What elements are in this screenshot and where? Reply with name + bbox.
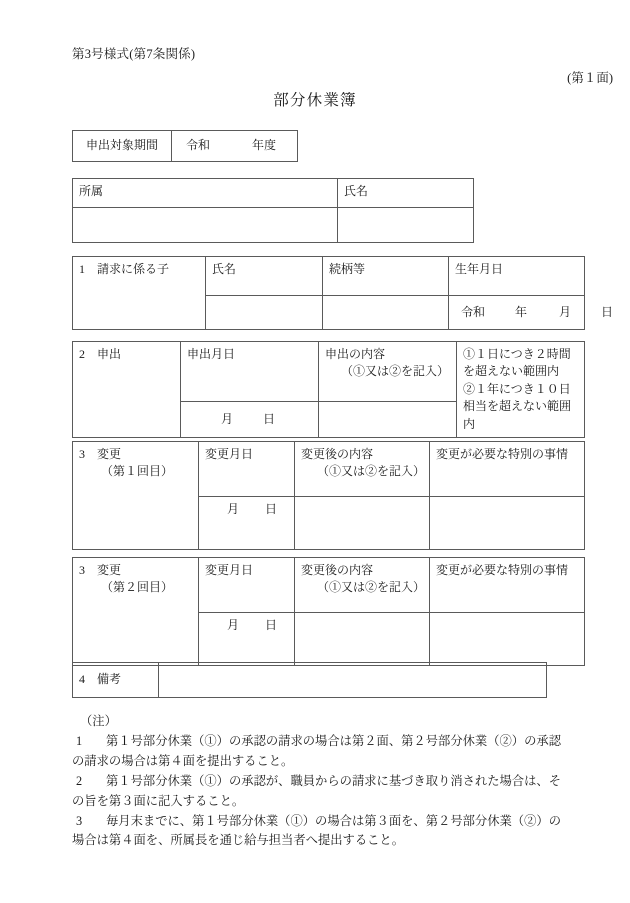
- change-content-label-1: [295, 442, 430, 497]
- application-section-label: 2 申出: [73, 342, 181, 438]
- application-day-label: 日: [263, 411, 276, 426]
- birth-era-label: 令和: [461, 304, 486, 319]
- application-table: [72, 341, 585, 438]
- change-reason-label-1: 変更が必要な特別の事情: [430, 442, 585, 497]
- child-relation-input-cell[interactable]: [323, 296, 449, 330]
- year-unit-label: 年度: [252, 138, 277, 153]
- remarks-label: 4 備考: [73, 663, 159, 698]
- table-row: [73, 257, 585, 296]
- child-name-label: 氏名: [206, 257, 323, 296]
- notes-section: [72, 712, 564, 851]
- change-month-label-2: 月: [227, 618, 240, 632]
- change-table-second: [72, 557, 585, 666]
- application-content-label: [319, 342, 457, 402]
- birth-year-label: 年: [515, 304, 528, 319]
- change-content-sublabel-2: （①又は②を記入）: [317, 580, 426, 595]
- table-row: [73, 663, 547, 698]
- notes-heading: （注）: [80, 714, 117, 728]
- birth-day-label: 日: [601, 304, 614, 319]
- change-section-text-2: 3 変更: [79, 563, 122, 577]
- change-date-label-1: 変更月日: [199, 442, 295, 497]
- application-period-value[interactable]: [172, 131, 298, 162]
- remarks-table: [72, 662, 547, 698]
- change-month-label-1: 月: [227, 502, 240, 516]
- table-row: [73, 342, 585, 402]
- change-day-label-1: 日: [265, 502, 278, 516]
- application-condition-2: ②１年につき１０日相当を超えない範囲内: [463, 381, 572, 431]
- affiliation-table: [72, 178, 474, 243]
- table-row: [73, 131, 298, 162]
- child-information-table: [72, 256, 614, 330]
- note-text-1: 第１号部分休業（①）の承認の請求の場合は第２面、第２号部分休業（②）の承認の請求の場合は第４面を提出すること。: [72, 733, 561, 768]
- change-section-label-2: [73, 558, 199, 666]
- era-label: 令和: [186, 138, 211, 153]
- change-content-input-cell-2[interactable]: [295, 613, 430, 666]
- table-row: [73, 179, 474, 208]
- change-content-sublabel-1: （①又は②を記入）: [317, 464, 426, 479]
- page-title: 部分休業簿: [273, 92, 357, 109]
- child-name-input-cell[interactable]: [206, 296, 323, 330]
- child-birthdate-input-cell[interactable]: [449, 296, 614, 330]
- note-number-3: 3: [76, 813, 83, 828]
- table-row: [73, 558, 585, 613]
- change-reason-label-2: 変更が必要な特別の事情: [430, 558, 585, 613]
- application-content-sublabel: （①又は②を記入）: [341, 364, 450, 379]
- birth-month-label: 月: [559, 304, 572, 319]
- change-section-label-1: [73, 442, 199, 550]
- change-reason-input-cell-2[interactable]: [430, 613, 585, 666]
- note-item-2: [72, 772, 564, 812]
- change-content-label-2: [295, 558, 430, 613]
- child-birthdate-label: 生年月日: [449, 257, 585, 296]
- change-table-first: [72, 441, 585, 550]
- application-period-table: [72, 130, 298, 162]
- change-reason-input-cell-1[interactable]: [430, 497, 585, 550]
- affiliation-input-cell[interactable]: [73, 208, 338, 243]
- child-relation-label: 続柄等: [323, 257, 449, 296]
- note-number-1: 1: [76, 733, 83, 748]
- application-date-input-cell[interactable]: [181, 402, 319, 438]
- change-content-label-text-1: 変更後の内容: [301, 447, 374, 461]
- application-content-label-text: 申出の内容: [325, 347, 386, 361]
- note-number-2: 2: [76, 773, 83, 788]
- change-section-text-1: 3 変更: [79, 447, 122, 461]
- change-content-label-text-2: 変更後の内容: [301, 563, 374, 577]
- remarks-input-cell[interactable]: [159, 663, 547, 698]
- note-item-3: [72, 812, 564, 852]
- application-month-label: 月: [221, 411, 234, 426]
- application-content-input-cell[interactable]: [319, 402, 457, 438]
- table-row: [73, 442, 585, 497]
- form-code: 第3号様式(第7条関係): [72, 47, 196, 61]
- change-day-label-2: 日: [265, 618, 278, 632]
- change-content-input-cell-1[interactable]: [295, 497, 430, 550]
- employee-name-label: 氏名: [338, 179, 474, 208]
- note-text-2: 第１号部分休業（①）の承認が、職員からの請求に基づき取り消された場合は、その旨を第３面に記入すること。: [72, 773, 561, 808]
- note-item-1: [72, 732, 564, 772]
- child-section-label: 1 請求に係る子: [73, 257, 206, 330]
- page-face-label: (第１面): [567, 71, 613, 85]
- note-text-3: 毎月末までに、第１号部分休業（①）の場合は第３面を、第２号部分休業（②）の場合は第４面を、所属長を通じ給与担当者へ提出すること。: [72, 813, 561, 848]
- employee-name-input-cell[interactable]: [338, 208, 474, 243]
- change-section-sublabel-2: （第２回目）: [101, 580, 174, 595]
- application-condition-1: ①１日につき２時間を超えない範囲内: [463, 347, 571, 379]
- change-date-input-cell-2[interactable]: [199, 613, 295, 666]
- application-period-label: 申出対象期間: [73, 131, 172, 162]
- affiliation-label: 所属: [73, 179, 338, 208]
- table-row: [73, 208, 474, 243]
- change-section-sublabel-1: （第１回目）: [101, 464, 174, 479]
- application-date-label: 申出月日: [181, 342, 319, 402]
- application-conditions-cell: [457, 342, 585, 438]
- change-date-input-cell-1[interactable]: [199, 497, 295, 550]
- change-date-label-2: 変更月日: [199, 558, 295, 613]
